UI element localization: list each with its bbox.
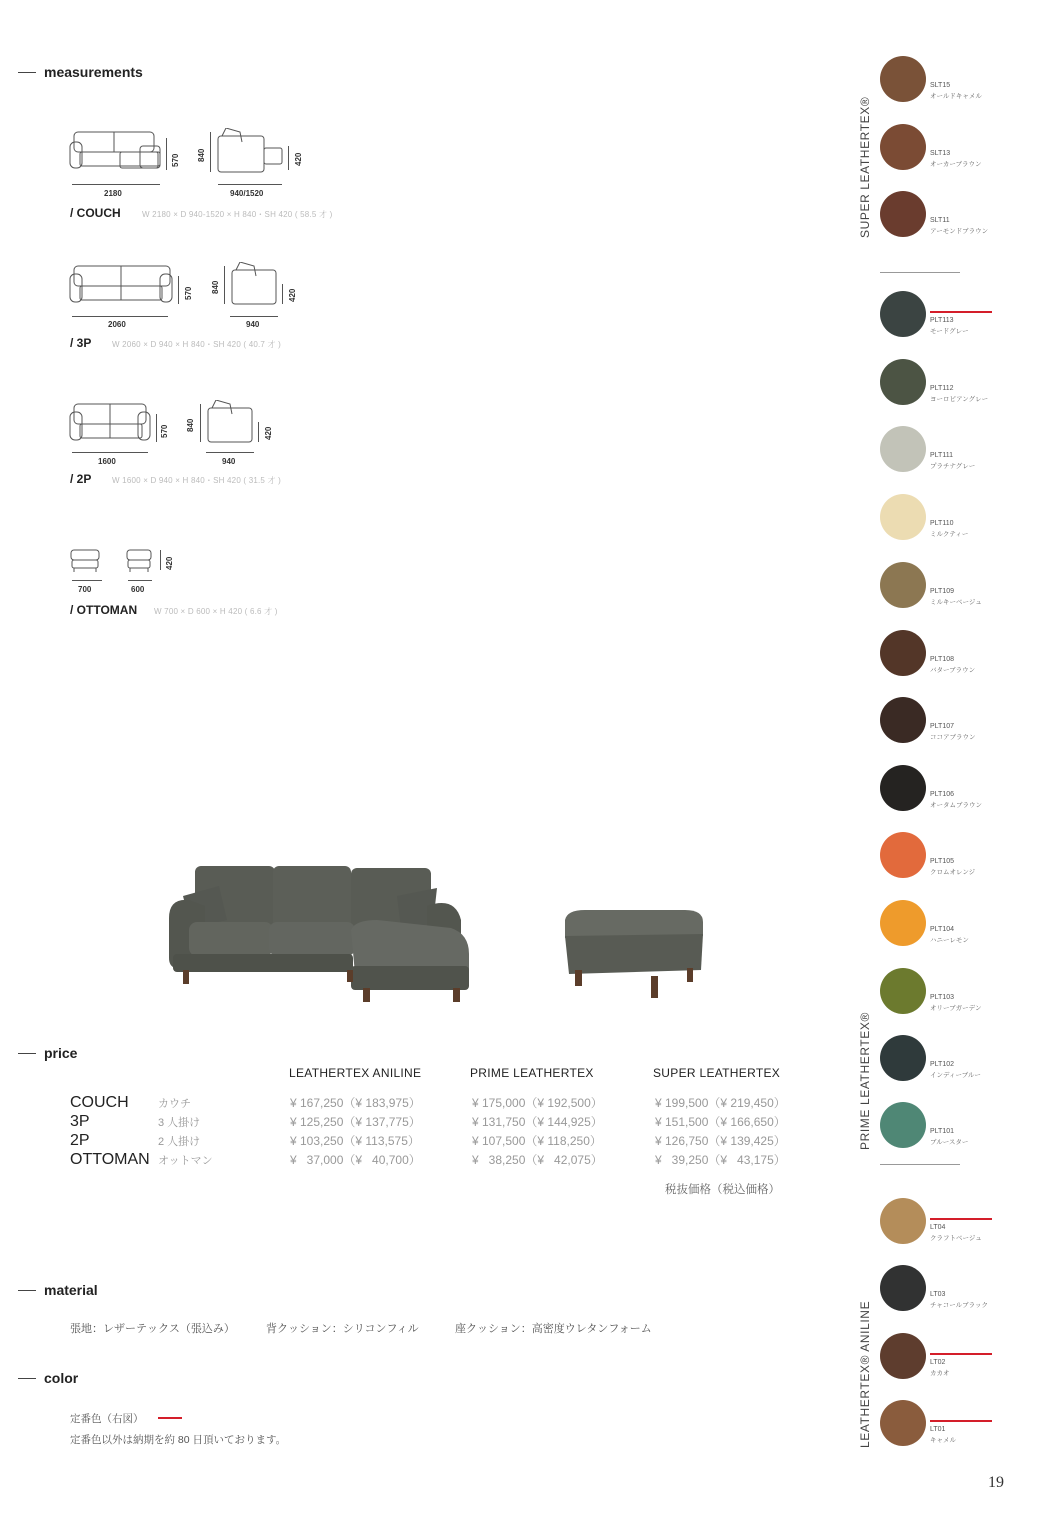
dim-width: 2180 [104,189,122,198]
price-header-super: SUPER LEATHERTEX [653,1066,781,1080]
dim-width: 2060 [108,320,126,329]
color-heading: color [18,1370,78,1386]
2p-drawing [68,400,288,452]
standard-color-marker [930,1353,992,1355]
swatch-circle [880,191,926,237]
dim-line [224,266,225,304]
measurements-heading: measurements [18,64,143,80]
swatch-code: SLT13 [930,150,951,157]
swatch-name: ヨーロピアングレー [930,396,989,403]
price-cell: ¥ 107,500（¥ 118,250） [472,1134,602,1148]
swatch-name: カカオ [930,1370,950,1377]
swatch-code: PLT113 [930,317,954,324]
color-leadtime-note: 定番色以外は納期を約 80 日頂いております。 [70,1434,287,1446]
swatch-code: LT01 [930,1426,946,1433]
material-heading: material [18,1282,98,1298]
swatch-code: LT03 [930,1291,946,1298]
dim-depth: 940/1520 [230,189,264,198]
dim-line [128,580,152,581]
dim-line [200,404,201,442]
material-upholstery: 張地：レザーテックス（張込み） [70,1323,235,1335]
dim-line [72,184,160,185]
swatch-circle [880,124,926,170]
swatch-code: PLT102 [930,1061,954,1068]
dim-depth: 600 [131,585,145,594]
swatch-name: ブルースター [930,1139,969,1146]
price-row-jp: 2 人掛け [158,1136,201,1148]
group-label-aniline: LEATHERTEX® ANILINE [858,1300,872,1448]
price-cell: ¥ 39,250（¥ 43,175） [655,1153,786,1167]
group-label-super: SUPER LEATHERTEX® [858,96,872,238]
price-cell: ¥ 126,750（¥ 139,425） [655,1134,786,1148]
swatch-code: SLT11 [930,217,950,224]
material-seat-cushion: 座クッション：高密度ウレタンフォーム [455,1323,652,1335]
swatch-circle [880,630,926,676]
swatch-name: キャメル [930,1437,956,1444]
couch-drawing [68,128,308,190]
price-row-name: COUCH [70,1094,129,1111]
dim-line [288,146,289,170]
model-name: / COUCH [70,206,121,220]
couch-photo [169,866,469,1002]
dim-line [210,132,211,172]
swatch-circle [880,1035,926,1081]
model-name: / OTTOMAN [70,603,138,617]
price-row-name: OTTOMAN [70,1151,150,1168]
dim-line [72,452,148,453]
dim-line [230,316,278,317]
swatch-code: PLT112 [930,385,954,392]
price-header-prime: PRIME LEATHERTEX [470,1066,594,1080]
price-cell: ¥ 37,000（¥ 40,700） [290,1153,421,1167]
swatch-code: PLT111 [930,452,953,459]
swatch-circle [880,1400,926,1446]
swatch-code: PLT106 [930,791,954,798]
model-spec: W 2060 × D 940 × H 840・SH 420 ( 40.7 才 ) [112,340,281,349]
dim-height: 840 [197,148,206,162]
swatch-circle [880,968,926,1014]
price-cell: ¥ 151,500（¥ 166,650） [655,1115,786,1129]
price-cell: ¥ 125,250（¥ 137,775） [290,1115,421,1129]
standard-color-marker [930,1420,992,1422]
swatch-name: オーカーブラウン [930,161,982,168]
dim-line [282,284,283,304]
swatch-name: オータムブラウン [930,802,982,809]
standard-color-marker [930,1218,992,1220]
swatch-code: PLT103 [930,994,954,1001]
ottoman-photo [565,910,703,998]
swatch-name: クロムオレンジ [930,869,976,876]
swatch-code: SLT15 [930,82,951,89]
swatch-circle [880,494,926,540]
dim-width: 700 [78,585,92,594]
price-cell: ¥ 175,000（¥ 192,500） [472,1096,603,1110]
dim-seat-height: 420 [288,288,297,302]
price-cell: ¥ 131,750（¥ 144,925） [472,1115,603,1129]
standard-color-marker [930,311,992,313]
dim-line [258,422,259,442]
swatch-name: ハニーレモン [930,937,969,944]
swatch-name: オリーブガーデン [930,1005,982,1012]
dim-height: 570 [160,424,169,438]
dim-height: 570 [171,153,180,167]
dim-height: 840 [211,280,220,294]
dim-height: 840 [186,418,195,432]
dim-line [178,276,179,304]
price-cell: ¥ 167,250（¥ 183,975） [290,1096,421,1110]
dim-seat-height: 420 [165,556,174,570]
price-cell: ¥ 103,250（¥ 113,575） [290,1134,420,1148]
dim-width: 1600 [98,457,116,466]
swatch-code: PLT110 [930,520,954,527]
ottoman-drawing [68,548,168,576]
dim-height: 570 [184,286,193,300]
swatch-circle [880,291,926,337]
price-cell: ¥ 38,250（¥ 42,075） [472,1153,603,1167]
swatch-code: LT02 [930,1359,946,1366]
swatch-name: インディーブルー [930,1072,981,1079]
swatch-name: モードグレー [930,328,969,335]
swatch-circle [880,359,926,405]
price-row-name: 3P [70,1113,90,1130]
dim-depth: 940 [222,457,236,466]
swatch-circle [880,1198,926,1244]
swatch-circle [880,1265,926,1311]
model-name: / 3P [70,336,92,350]
swatch-circle [880,1333,926,1379]
swatch-circle [880,697,926,743]
swatch-name: ミルクティー [930,531,969,538]
swatch-name: オールドキャメル [930,93,982,100]
model-spec: W 2180 × D 940-1520 × H 840・SH 420 ( 58.5 才 ) [142,210,333,219]
price-cell: ¥ 199,500（¥ 219,450） [655,1096,786,1110]
product-photo [165,858,715,1008]
price-heading: price [18,1045,77,1061]
swatch-circle [880,562,926,608]
dim-seat-height: 420 [294,152,303,166]
price-row-name: 2P [70,1132,90,1149]
dim-seat-height: 420 [264,426,273,440]
swatch-code: PLT105 [930,858,954,865]
dim-line [218,184,282,185]
group-separator [880,272,960,273]
swatch-name: ココアブラウン [930,734,976,741]
swatch-name: チャコールブラック [930,1302,989,1309]
swatch-circle [880,56,926,102]
price-note: 税抜価格（税込価格） [665,1184,780,1196]
dim-line [206,452,254,453]
model-name: / 2P [70,472,92,486]
dim-line [72,580,102,581]
swatch-circle [880,765,926,811]
swatch-name: バターブラウン [930,667,976,674]
swatch-code: PLT109 [930,588,954,595]
dim-line [156,414,157,442]
color-standard-note: 定番色（右図） [70,1413,144,1425]
standard-color-marker [158,1417,182,1419]
group-label-prime: PRIME LEATHERTEX® [858,1012,872,1150]
swatch-code: LT04 [930,1224,946,1231]
group-separator [880,1164,960,1165]
price-row-jp: カウチ [158,1098,191,1110]
swatch-code: PLT101 [930,1128,954,1135]
dim-line [160,550,161,570]
swatch-name: プラチナグレー [930,463,976,470]
swatch-circle [880,1102,926,1148]
swatch-circle [880,832,926,878]
swatch-code: PLT108 [930,656,954,663]
swatch-name: クラフトベージュ [930,1235,982,1242]
price-header-aniline: LEATHERTEX ANILINE [289,1066,422,1080]
swatch-name: アーモンドブラウン [930,228,989,235]
material-back-cushion: 背クッション：シリコンフィル [266,1323,419,1335]
page-number: 19 [988,1474,1004,1491]
price-row-jp: 3 人掛け [158,1117,201,1129]
swatch-code: PLT104 [930,926,954,933]
swatch-circle [880,426,926,472]
dim-line [72,316,168,317]
dim-depth: 940 [246,320,260,329]
model-spec: W 1600 × D 940 × H 840・SH 420 ( 31.5 才 ) [112,476,281,485]
swatch-name: ミルキーベージュ [930,599,982,606]
price-row-jp: オットマン [158,1155,213,1167]
swatch-code: PLT107 [930,723,954,730]
swatch-circle [880,900,926,946]
dim-line [166,138,167,170]
model-spec: W 700 × D 600 × H 420 ( 6.6 才 ) [154,607,278,616]
